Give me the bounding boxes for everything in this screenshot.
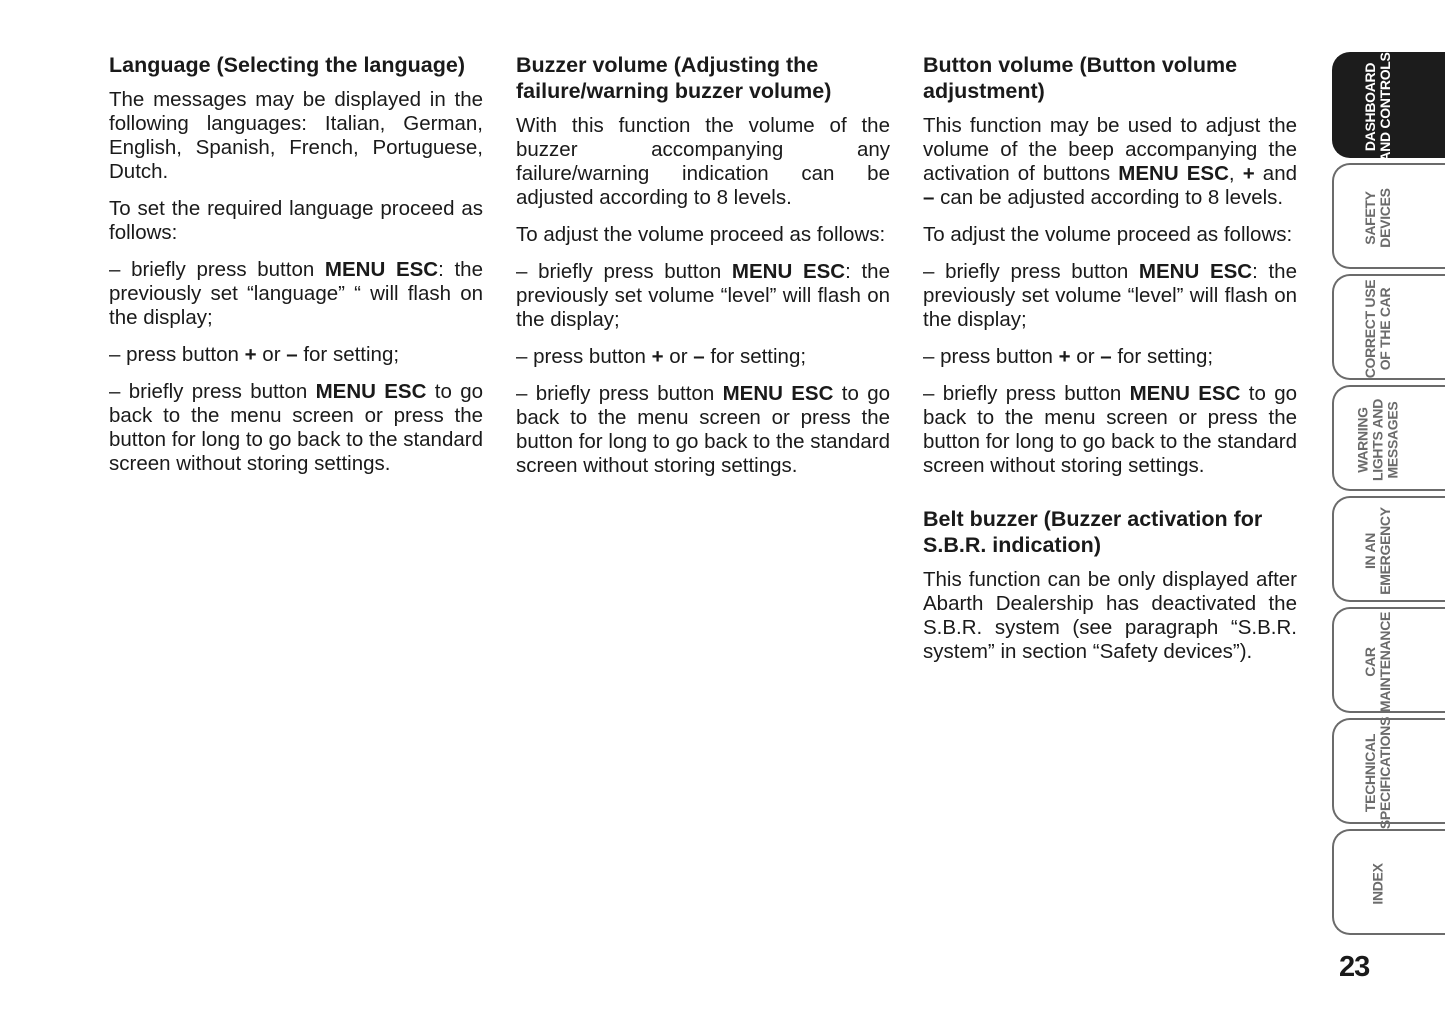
language-step-2: – press button + or – for setting; [109, 343, 400, 366]
tab-label: DASHBOARD AND CONTROLS [1362, 52, 1393, 162]
language-step-3: – briefly press button MENU ESC to go back to the menu screen or press the button for long to go back to the standard screen without storing settings. [109, 380, 483, 475]
button-volume-step-1: – briefly press button MENU ESC: the previously set volume “level” will flash on the display; [923, 260, 1297, 331]
tab-label: TECHNICAL SPECIFICATIONS [1362, 716, 1393, 830]
language-intro: The messages may be displayed in the following languages: Italian, German, English, Spanish, French, Portuguese, Dutch. [109, 88, 483, 183]
language-setup: To set the required language proceed as follows: [109, 197, 483, 244]
tab-in-an-emergency[interactable] [1332, 496, 1445, 602]
menu-esc-key: MENU ESC [1118, 162, 1229, 185]
menu-esc-key: MENU ESC [731, 260, 846, 283]
belt-buzzer-heading: Belt buzzer (Buzzer activation for S.B.R. indication) [923, 507, 1263, 557]
minus-key: – [286, 343, 298, 366]
page-number: 23 [1339, 951, 1370, 983]
buzzer-step-3: – briefly press button MENU ESC to go back to the menu screen or press the button for long to go back to the standard screen without storing settings. [516, 382, 890, 477]
tab-label: IN AN EMERGENCY [1362, 507, 1393, 595]
buzzer-intro: With this function the volume of the buzzer accompanying any failure/warning indication can be adjusted according to 8 levels. [516, 114, 890, 209]
tab-warning-lights-and-messages[interactable] [1332, 385, 1445, 491]
tab-index[interactable] [1332, 829, 1445, 935]
tab-label: INDEX [1369, 863, 1386, 905]
button-volume-intro: This function may be used to adjust the volume of the beep accompanying the activation of buttons MENU ESC, + and – can be adjusted according to 8 levels. [923, 114, 1297, 209]
button-volume-step-3: – briefly press button MENU ESC to go back to the menu screen or press the button for long to go back to the standard screen without storing settings. [923, 382, 1297, 477]
belt-buzzer-body: This function can be only displayed after Abarth Dealership has deactivated the S.B.R. system (see paragraph “S.B.R. system” in section “Safety devices”). [923, 568, 1297, 663]
language-heading: Language (Selecting the language) [109, 53, 465, 77]
buzzer-volume-section [516, 52, 890, 491]
section-tabs [1332, 52, 1445, 940]
buzzer-heading: Buzzer volume (Adjusting the failure/warning buzzer volume) [516, 53, 832, 103]
buzzer-setup: To adjust the volume proceed as follows: [516, 223, 886, 246]
plus-key: + [1058, 345, 1071, 368]
tab-label: CAR MAINTENANCE [1362, 611, 1393, 713]
tab-label: WARNING LIGHTS AND MESSAGES [1354, 398, 1401, 482]
minus-key: – [923, 186, 935, 209]
tab-car-maintenance[interactable] [1332, 607, 1445, 713]
language-section [109, 52, 483, 489]
button-volume-heading: Button volume (Button volume adjustment) [923, 53, 1238, 103]
tab-label: SAFETY DEVICES [1362, 188, 1393, 248]
tab-label: CORRECT USE OF THE CAR [1362, 279, 1393, 379]
plus-key: + [244, 343, 257, 366]
plus-key: + [651, 345, 664, 368]
tab-technical-specifications[interactable] [1332, 716, 1445, 830]
buzzer-step-1: – briefly press button MENU ESC: the previously set volume “level” will flash on the display; [516, 260, 890, 331]
tab-safety-devices[interactable] [1332, 163, 1445, 269]
button-volume-setup: To adjust the volume proceed as follows: [923, 223, 1293, 246]
menu-esc-key: MENU ESC [722, 382, 834, 405]
minus-key: – [693, 345, 705, 368]
buzzer-step-2: – press button + or – for setting; [516, 345, 807, 368]
tab-correct-use-of-the-car[interactable] [1332, 274, 1445, 380]
menu-esc-key: MENU ESC [324, 258, 439, 281]
menu-esc-key: MENU ESC [315, 380, 427, 403]
button-volume-step-2: – press button + or – for setting; [923, 345, 1214, 368]
menu-esc-key: MENU ESC [1138, 260, 1253, 283]
language-step-1: – briefly press button MENU ESC: the previously set “language” “ will flash on the display; [109, 258, 483, 329]
minus-key: – [1100, 345, 1112, 368]
tab-dashboard-and-controls[interactable] [1332, 52, 1445, 162]
menu-esc-key: MENU ESC [1129, 382, 1241, 405]
plus-key: + [1242, 162, 1255, 185]
button-volume-section [923, 52, 1297, 677]
